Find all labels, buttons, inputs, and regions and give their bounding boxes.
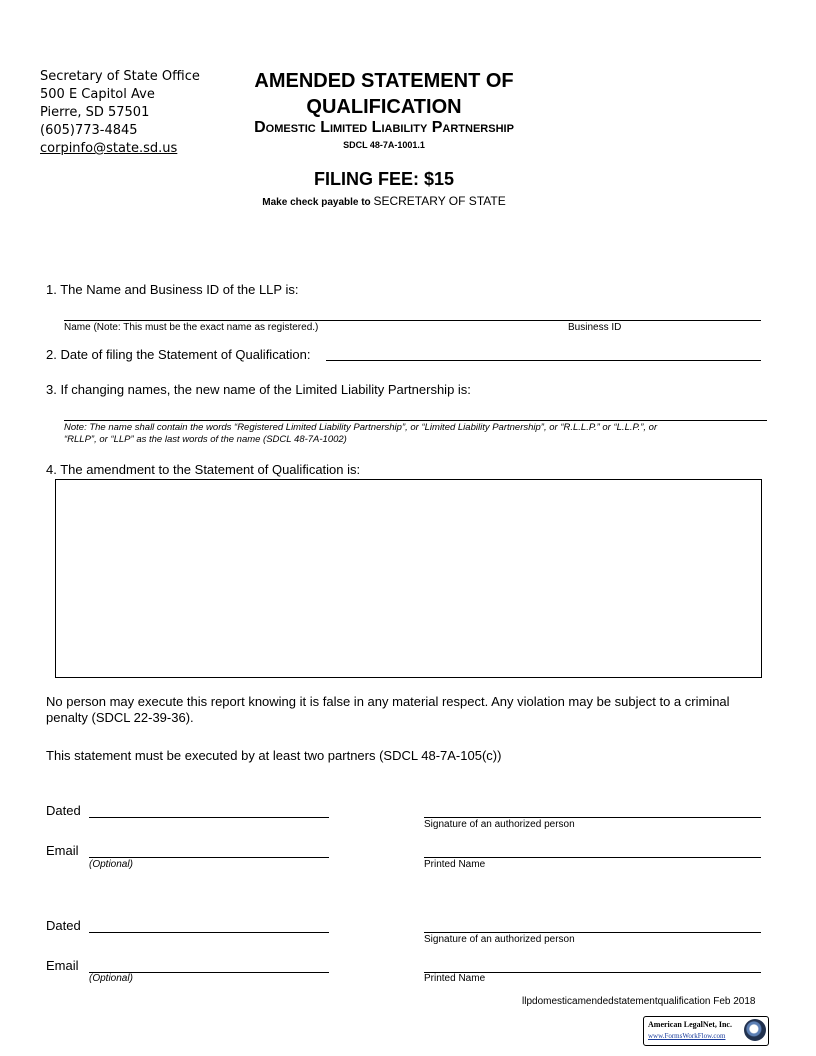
question-2 <box>46 347 311 363</box>
filing-fee: FILING FEE: $15 <box>313 169 455 189</box>
dated-field-1[interactable] <box>89 817 329 818</box>
office-name: Secretary of State Office <box>40 69 200 84</box>
printed-name-label-2: Printed Name <box>424 973 486 984</box>
payable-to: SECRETARY OF STATE <box>373 194 506 208</box>
email-field-1[interactable] <box>89 857 329 858</box>
logo-company: American LegalNet, Inc. <box>648 1020 732 1029</box>
note-line-1: Note: The name shall contain the words “Registered Limited Liability Partnership”, or “Limited Liability Partnership”, or “R.L.L.P.” or “L.L.P.”, or <box>64 422 658 433</box>
printed-name-label-1: Printed Name <box>424 859 486 870</box>
office-city: Pierre, SD 57501 <box>40 105 150 120</box>
office-email-link[interactable]: corpinfo@state.sd.us <box>40 141 178 156</box>
printed-name-field-1[interactable] <box>424 857 761 858</box>
signature-label-1: Signature of an authorized person <box>424 819 575 830</box>
signature-label-2: Signature of an authorized person <box>424 934 575 945</box>
filing-date-field[interactable] <box>326 360 761 361</box>
payable-prefix: Make check payable to <box>262 197 374 208</box>
amendment-textbox[interactable] <box>55 479 762 678</box>
signature-field-2[interactable] <box>424 932 761 933</box>
execution-statement: This statement must be executed by at least two partners (SDCL 48-7A-105(c)) <box>46 748 502 763</box>
optional-label-2: (Optional) <box>89 973 133 984</box>
legalnet-logo[interactable] <box>643 1016 769 1046</box>
question-2-number: 2. <box>46 347 57 362</box>
question-2-text: Date of filing the Statement of Qualification: <box>60 347 311 362</box>
penalty-line-1: No person may execute this report knowing it is false in any material respect. Any violation may be subject to a criminal <box>46 694 730 709</box>
question-3-number: 3. <box>46 382 57 397</box>
question-1 <box>46 282 298 298</box>
penalty-statement <box>46 694 786 726</box>
question-1-number: 1. <box>46 282 57 297</box>
signature-field-1[interactable] <box>424 817 761 818</box>
llp-name-id-field[interactable] <box>64 320 761 321</box>
new-name-field[interactable] <box>64 420 767 421</box>
form-title <box>200 68 568 120</box>
dated-label-2: Dated <box>46 918 81 933</box>
logo-url: www.FormsWorkFlow.com <box>648 1032 726 1040</box>
globe-icon <box>744 1019 766 1041</box>
question-4-number: 4. <box>46 462 57 477</box>
title-line-2: QUALIFICATION <box>306 96 462 118</box>
question-3-text: If changing names, the new name of the Limited Liability Partnership is: <box>60 382 471 397</box>
name-requirement-note <box>64 422 764 446</box>
form-statute: SDCL 48-7A-1001.1 <box>343 140 425 150</box>
name-field-label: Name (Note: This must be the exact name as registered.) <box>64 322 319 333</box>
payable-note <box>200 194 568 210</box>
question-4-text: The amendment to the Statement of Qualification is: <box>60 462 361 477</box>
note-line-2: “RLLP”, or “LLP” as the last words of the name (SDCL 48-7A-1002) <box>64 434 347 445</box>
question-4 <box>46 462 360 478</box>
office-street: 500 E Capitol Ave <box>40 87 155 102</box>
business-id-label: Business ID <box>568 322 622 333</box>
office-phone: (605)773-4845 <box>40 123 138 138</box>
penalty-line-2: penalty (SDCL 22-39-36). <box>46 710 194 725</box>
form-id: llpdomesticamendedstatementqualification Feb 2018 <box>522 996 756 1007</box>
optional-label-1: (Optional) <box>89 859 133 870</box>
email-label-1: Email <box>46 843 79 858</box>
form-subtitle: Domestic Limited Liability Partnership <box>254 119 514 136</box>
title-line-1: AMENDED STATEMENT OF <box>254 70 514 92</box>
office-address <box>40 68 200 158</box>
question-3 <box>46 382 471 398</box>
dated-label-1: Dated <box>46 803 81 818</box>
dated-field-2[interactable] <box>89 932 329 933</box>
email-label-2: Email <box>46 958 79 973</box>
question-1-text: The Name and Business ID of the LLP is: <box>60 282 299 297</box>
